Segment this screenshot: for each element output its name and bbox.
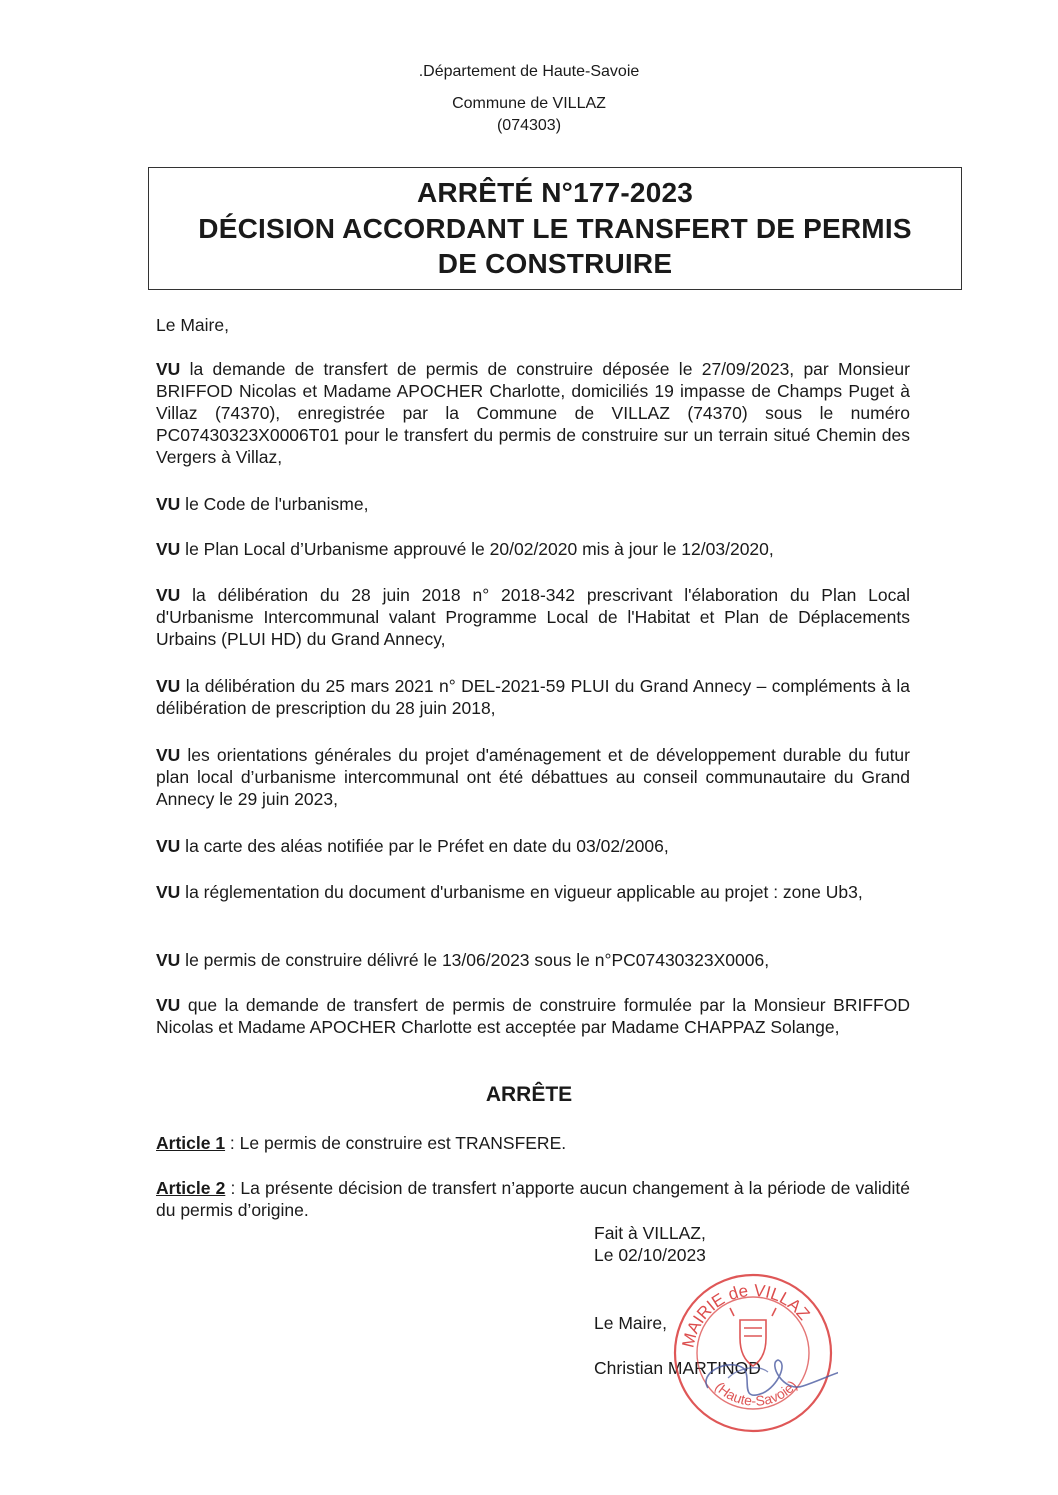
visa-6: VU les orientations générales du projet d'aménagement et de développement durable du futur plan local d’urbanisme intercommunal ont été débattues au conseil communautaire du Grand Annecy le 29 juin 2023, bbox=[156, 745, 910, 809]
visa-7: VU la carte des aléas notifiée par le Préfet en date du 03/02/2006, bbox=[156, 836, 669, 856]
visa-3: VU le Plan Local d’Urbanisme approuvé le 20/02/2020 mis à jour le 12/03/2020, bbox=[156, 539, 774, 559]
vu-marker: VU bbox=[156, 995, 181, 1015]
vu-marker: VU bbox=[156, 539, 181, 559]
vu-marker: VU bbox=[156, 950, 181, 970]
visa-5: VU la délibération du 25 mars 2021 n° DEL-2021-59 PLUI du Grand Annecy – compléments à la délibération de prescription du 28 juin 2018, bbox=[156, 676, 910, 718]
article-label: Article 1 bbox=[156, 1133, 226, 1153]
visa-2: VU le Code de l'urbanisme, bbox=[156, 494, 369, 514]
vu-marker: VU bbox=[156, 494, 181, 514]
visa-4: VU la délibération du 28 juin 2018 n° 2018-342 prescrivant l'élaboration du Plan Local d'Urbanisme Intercommunal valant Programme Local de l'Habitat et Plan de Déplacements Urbains (PLUI HD) du Grand Annecy, bbox=[156, 585, 910, 649]
signature-date: Le 02/10/2023 bbox=[594, 1245, 706, 1265]
vu-marker: VU bbox=[156, 745, 181, 765]
decree-heading: ARRÊTE bbox=[485, 1083, 573, 1106]
article-label: Article 2 bbox=[156, 1178, 226, 1198]
signature-place: Fait à VILLAZ, bbox=[594, 1223, 706, 1243]
vu-marker: VU bbox=[156, 359, 181, 379]
commune-name: Commune de VILLAZ bbox=[452, 95, 606, 112]
vu-marker: VU bbox=[156, 882, 181, 902]
svg-text:(Haute-Savoie): (Haute-Savoie) bbox=[711, 1377, 801, 1409]
svg-text:MAIRIE de VILLAZ: MAIRIE de VILLAZ bbox=[678, 1280, 814, 1350]
vu-marker: VU bbox=[156, 585, 181, 605]
decision-title: DÉCISION ACCORDANT LE TRANSFERT DE PERMIS bbox=[198, 213, 912, 244]
vu-marker: VU bbox=[156, 676, 181, 696]
intro-mayor: Le Maire, bbox=[156, 315, 229, 335]
visa-10: VU que la demande de transfert de permis de construire formulée par la Monsieur BRIFFOD Nicolas et Madame APOCHER Charlotte est acceptée par Madame CHAPPAZ Solange, bbox=[156, 995, 910, 1037]
mairie-stamp bbox=[668, 1268, 838, 1438]
commune-code: (074303) bbox=[496, 117, 562, 134]
decision-title-cont: DE CONSTRUIRE bbox=[437, 248, 673, 279]
article-1: Article 1 : Le permis de construire est TRANSFERE. bbox=[156, 1133, 567, 1153]
decree-number: ARRÊTÉ N°177-2023 bbox=[416, 177, 694, 208]
visa-8: VU la réglementation du document d'urbanisme en vigueur applicable au projet : zone Ub3, bbox=[156, 882, 863, 902]
article-2: Article 2 : La présente décision de transfert n’apporte aucun changement à la période de validité du permis d’origine. bbox=[156, 1178, 910, 1220]
signature-role: Le Maire, bbox=[594, 1313, 667, 1333]
vu-marker: VU bbox=[156, 836, 181, 856]
signature-name: Christian MARTINOD bbox=[594, 1358, 761, 1378]
visa-1: VU la demande de transfert de permis de construire déposée le 27/09/2023, par Monsieur BRIFFOD Nicolas et Madame APOCHER Charlotte, domiciliés 19 impasse de Champs Puget à Villaz (74370), enregistrée par la Commune de VILLAZ (74370) sous le numéro PC07430323X0006T01 pour le transfert du permis de construire sur un terrain situé Chemin des Vergers à Villaz, bbox=[156, 359, 910, 467]
visa-9: VU le permis de construire délivré le 13/06/2023 sous le n°PC07430323X0006, bbox=[156, 950, 770, 970]
department-name: .Département de Haute-Savoie bbox=[418, 63, 640, 80]
